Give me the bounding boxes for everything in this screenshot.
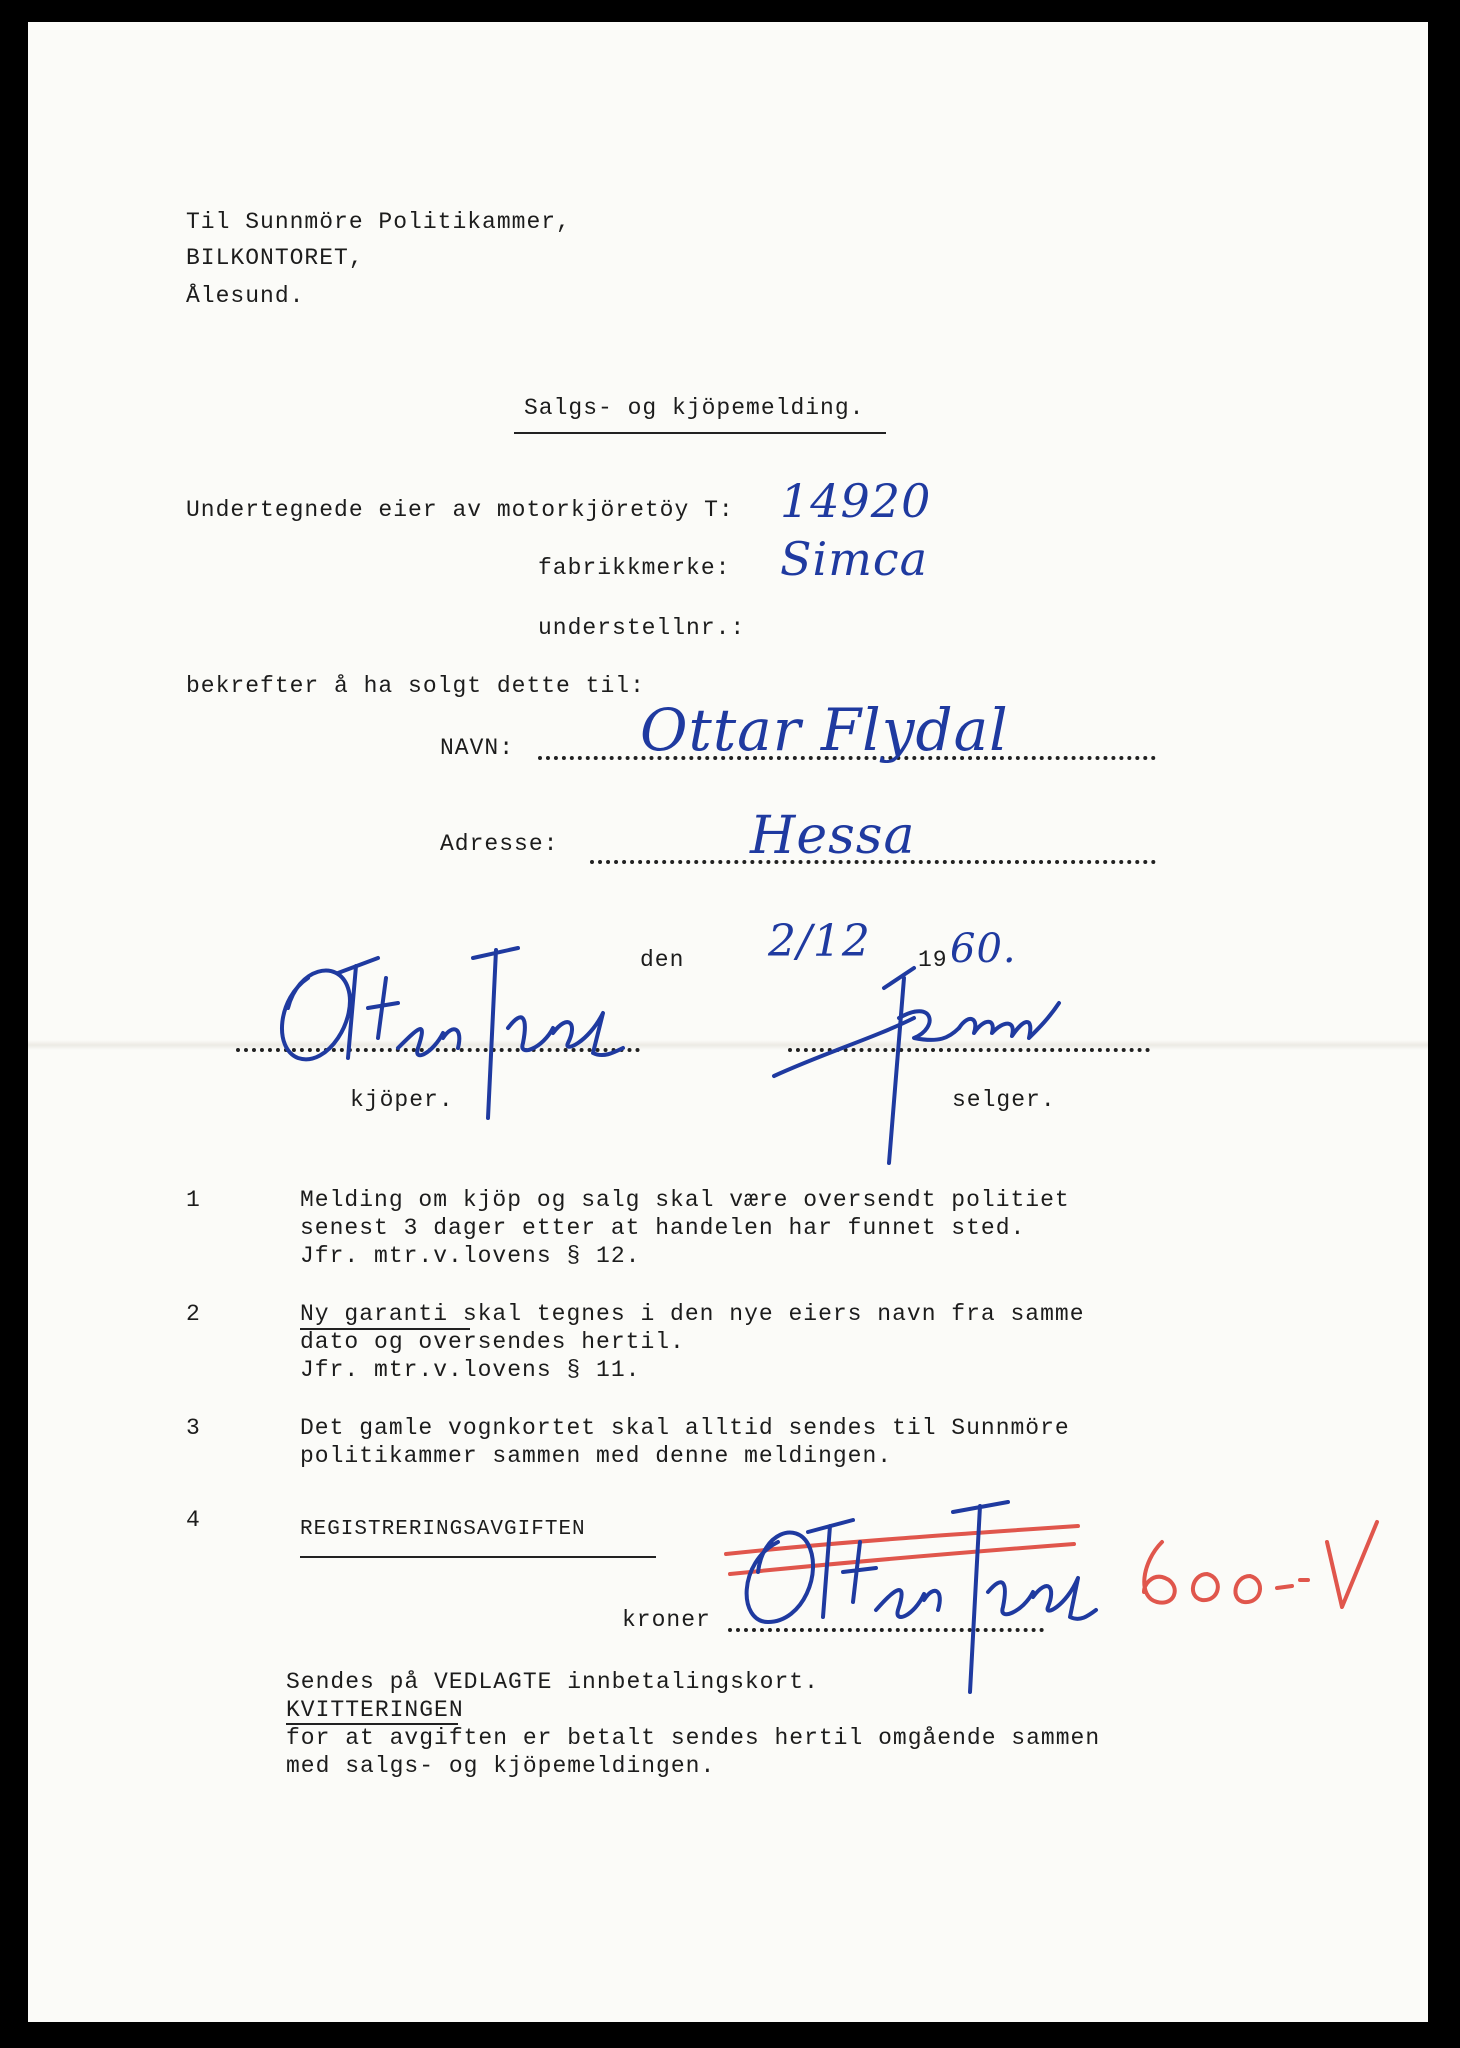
date-year: 60.	[950, 926, 1017, 972]
note-3-number: 3	[186, 1415, 201, 1441]
buyer-address-value: Hessa	[750, 806, 916, 866]
buyer-name-label: NAVN:	[440, 735, 515, 761]
title-underline	[514, 432, 886, 434]
note-3-line-1: Det gamle vognkortet skal alltid sendes til Sunnmöre	[300, 1415, 1070, 1441]
note-2-line-3: Jfr. mtr.v.lovens § 11.	[300, 1357, 641, 1383]
date-day-month: 2/12	[768, 916, 871, 967]
fee-heading: REGISTRERINGSAVGIFTEN	[300, 1518, 586, 1541]
buyer-name-value: Ottar Flydal	[640, 696, 1009, 764]
note-4-number: 4	[186, 1507, 201, 1533]
owner-label: Undertegnede eier av motorkjöretöy T:	[186, 497, 734, 523]
note-1-line-1: Melding om kjöp og salg skal være oversendt politiet	[300, 1187, 1070, 1213]
buyer-label: kjöper.	[350, 1087, 454, 1113]
note-1-line-2: senest 3 dager etter at handelen har funnet sted.	[300, 1215, 1026, 1241]
registration-number: 14920	[780, 474, 932, 528]
note-2-number: 2	[186, 1301, 201, 1327]
footer-line-1: Sendes på VEDLAGTE innbetalingskort.	[286, 1669, 819, 1695]
sold-to-text: bekrefter å ha solgt dette til:	[186, 673, 645, 699]
document-title: Salgs- og kjöpemelding.	[524, 395, 865, 421]
address-line-3: Ålesund.	[186, 283, 305, 309]
footer-line-2: KVITTERINGEN	[286, 1697, 464, 1723]
date-century: 19	[918, 947, 948, 973]
footer-line-4: med salgs- og kjöpemeldingen.	[286, 1753, 716, 1779]
buyer-address-label: Adresse:	[440, 831, 559, 857]
red-fee-annotation	[1132, 1512, 1392, 1632]
den-label: den	[640, 947, 685, 973]
note-3-line-2: politikammer sammen med denne meldingen.	[300, 1443, 893, 1469]
footer-line-3: for at avgiften er betalt sendes hertil omgående sammen	[286, 1725, 1101, 1751]
note-2-line-1: Ny garanti skal tegnes i den nye eiers navn fra samme	[300, 1301, 1085, 1327]
make-label: fabrikkmerke:	[538, 555, 731, 581]
note-1-line-3: Jfr. mtr.v.lovens § 12.	[300, 1243, 641, 1269]
kroner-label: kroner	[622, 1607, 711, 1633]
seller-label: selger.	[952, 1087, 1056, 1113]
fee-heading-underline	[300, 1556, 656, 1558]
seller-signature	[764, 958, 1064, 1178]
chassis-label: understellnr.:	[538, 615, 746, 641]
address-line-1: Til Sunnmöre Politikammer,	[186, 209, 571, 235]
address-line-2: BILKONTORET,	[186, 245, 364, 271]
make-value: Simca	[780, 532, 929, 586]
note-2-line-2: dato og oversendes hertil.	[300, 1329, 685, 1355]
document-page	[28, 22, 1428, 2022]
note-1-number: 1	[186, 1187, 201, 1213]
